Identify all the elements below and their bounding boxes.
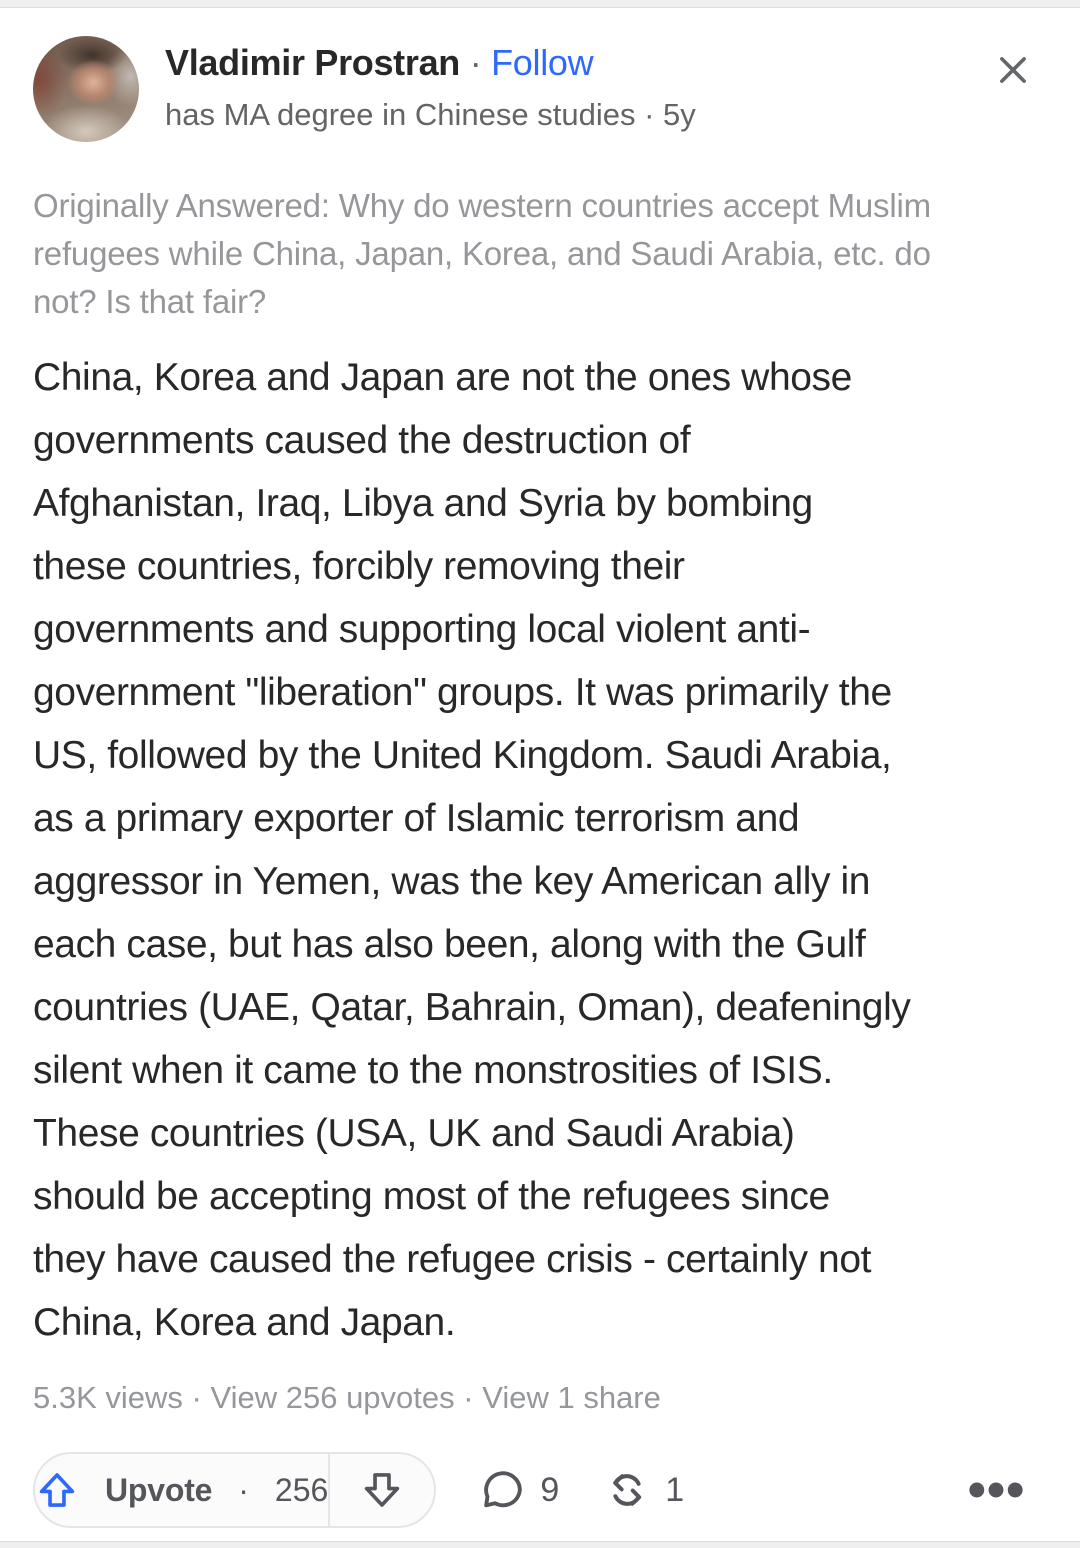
text-line: These countries (USA, UK and Saudi Arabia) <box>33 1112 795 1155</box>
author-name[interactable]: Vladimir Prostran <box>165 42 460 83</box>
upvote-arrow-icon <box>35 1468 79 1512</box>
name-row <box>165 41 696 85</box>
text-line: these countries, forcibly removing their <box>33 545 685 588</box>
text-line: US, followed by the United Kingdom. Saudi Arabia, <box>33 734 892 777</box>
text-line: not? Is that fair? <box>33 283 267 320</box>
post-age: 5y <box>663 97 696 132</box>
view-upvotes-link[interactable]: View 256 upvotes <box>210 1380 455 1415</box>
post-header <box>33 36 1047 142</box>
answer-text <box>33 346 1047 1354</box>
answer-card <box>0 36 1080 1528</box>
card-bottom-divider <box>0 1541 1080 1548</box>
upvote-count: 256 <box>274 1471 329 1508</box>
views-count: 5.3K views <box>33 1380 183 1415</box>
text-line: China, Korea and Japan. <box>33 1301 456 1344</box>
downvote-button[interactable] <box>330 1454 434 1526</box>
text-line: Afghanistan, Iraq, Libya and Syria by bombing <box>33 482 813 525</box>
upvote-label: Upvote <box>105 1471 213 1508</box>
name-follow-separator: · <box>469 42 482 83</box>
text-line: governments caused the destruction of <box>33 419 691 462</box>
close-button[interactable] <box>987 44 1039 96</box>
upvote-separator: · <box>238 1471 249 1508</box>
text-line: government "liberation" groups. It was primarily the <box>33 671 892 714</box>
comment-bubble-icon <box>480 1467 526 1513</box>
text-line: China, Korea and Japan are not the ones whose <box>33 356 852 399</box>
repost-cycle-icon <box>603 1466 651 1514</box>
text-line: should be accepting most of the refugees since <box>33 1175 830 1218</box>
card-top-divider <box>0 0 1080 8</box>
text-line: Originally Answered: Why do western countries accept Muslim <box>33 187 931 224</box>
text-line: governments and supporting local violent anti- <box>33 608 811 651</box>
downvote-arrow-icon <box>360 1468 404 1512</box>
header-text <box>165 36 696 142</box>
view-shares-link[interactable]: View 1 share <box>482 1380 661 1415</box>
credential-time-separator: · <box>644 97 655 132</box>
text-line: countries (UAE, Qatar, Bahrain, Oman), deafeningly <box>33 986 911 1029</box>
stats-separator: · <box>191 1380 202 1415</box>
three-dots-icon <box>967 1478 1025 1502</box>
upvote-button[interactable] <box>35 1454 328 1526</box>
text-line: they have caused the refugee crisis - certainly not <box>33 1238 872 1281</box>
text-line: aggressor in Yemen, was the key American ally in <box>33 860 871 903</box>
text-line: silent when it came to the monstrosities of ISIS. <box>33 1049 833 1092</box>
repost-count: 1 <box>665 1470 685 1509</box>
text-line: as a primary exporter of Islamic terrorism and <box>33 797 800 840</box>
stats-row <box>33 1380 1047 1416</box>
credential-row <box>165 97 696 133</box>
more-options-button[interactable] <box>967 1478 1025 1502</box>
comment-button[interactable] <box>480 1467 559 1513</box>
avatar[interactable] <box>33 36 139 142</box>
follow-link[interactable]: Follow <box>491 42 594 83</box>
text-line: refugees while China, Japan, Korea, and Saudi Arabia, etc. do <box>33 235 931 272</box>
action-bar <box>33 1452 1047 1528</box>
question-text[interactable] <box>33 182 1047 326</box>
close-x-icon <box>987 47 1039 93</box>
author-credential: has MA degree in Chinese studies <box>165 97 636 132</box>
text-line: each case, but has also been, along with the Gulf <box>33 923 866 966</box>
vote-button-group <box>33 1452 436 1528</box>
comment-count: 9 <box>540 1470 560 1509</box>
stats-separator: · <box>463 1380 474 1415</box>
repost-button[interactable] <box>603 1466 684 1514</box>
